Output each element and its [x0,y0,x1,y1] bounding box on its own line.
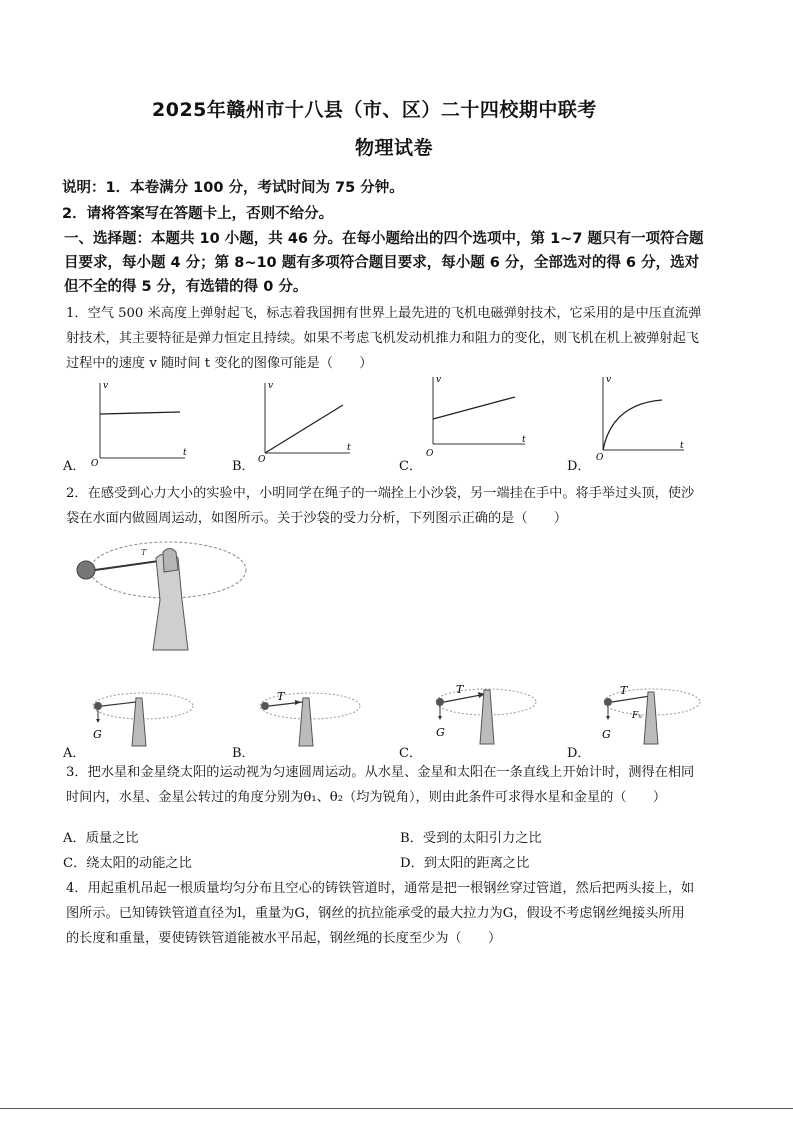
note-line: 说明：1．本卷满分 100 分，考试时间为 75 分钟。 [62,180,404,196]
svg-text:t: t [680,441,684,451]
svg-text:G: G [436,726,445,739]
note-line: 2．请将答案写在答题卡上，否则不给分。 [62,206,334,222]
svg-text:v: v [606,375,612,385]
page-subtitle: 物理试卷 [355,137,434,159]
svg-text:O: O [426,449,434,459]
svg-text:t: t [347,443,351,453]
sandbag-photo [68,530,248,660]
force-diagram-b [255,686,370,751]
svg-text:G: G [602,728,611,741]
choice-c[interactable]: C．绕太阳的动能之比 [63,856,192,871]
force-diagram-c [428,680,543,748]
svg-text:O: O [596,453,604,463]
graph-b [255,378,365,468]
option-c-label[interactable]: C． [399,746,422,761]
graph-c [420,372,535,467]
svg-text:T: T [141,548,147,557]
svg-text:T: T [620,684,628,697]
axis-v-label: v [103,381,109,391]
choice-b[interactable]: B．受到的太阳引力之比 [400,831,542,846]
question-text: 3．把水星和金星绕太阳的运动视为匀速圆周运动。从水星、金星和太阳在一条直线上开始计时，测得在相同 [66,765,695,780]
axis-t-label: t [183,448,187,458]
svg-text:Fₙ: Fₙ [632,711,642,721]
question-text: 2．在感受到心力大小的实验中，小明同学在绳子的一端拴上小沙袋，另一端挂在手中。将手举过头顶，使沙 [66,486,695,501]
option-d-label[interactable]: D． [567,746,591,761]
graph-a [85,378,195,468]
svg-text:T: T [456,683,464,696]
question-text: 过程中的速度 v 随时间 t 变化的图像可能是（ ） [66,356,373,371]
force-diagram-a [88,686,203,751]
question-text: 4．用起重机吊起一根质量均匀分布且空心的铸铁管道时，通常是把一根钢丝穿过管道，然后把两头接上，如 [66,881,695,896]
svg-text:t: t [522,435,526,445]
option-a-label[interactable]: A． [63,746,86,761]
question-text: 射技术，其主要特征是弹力恒定且持续。如果不考虑飞机发动机推力和阻力的变化，则飞机在机上被弹射起飞 [66,331,699,346]
option-b-label[interactable]: B． [232,459,255,474]
question-text: 图所示。已知铸铁管道直径为l，重量为G，钢丝的抗拉能承受的最大拉力为G，假设不考虑钢丝绳接头所用 [66,906,685,921]
page-title: 2025年赣州市十八县（市、区）二十四校期中联考 [152,99,597,121]
section-instruction: 一、选择题：本题共 10 小题，共 46 分。在每小题给出的四个选项中，第 1~7 题只有一项符合题 [64,231,704,247]
option-c-label[interactable]: C． [399,459,422,474]
origin-label: O [91,459,99,468]
question-text: 的长度和重量，要使铸铁管道能被水平吊起，钢丝绳的长度至少为（ ） [66,931,502,946]
option-d-label[interactable]: D． [567,459,591,474]
question-text: 时间内，水星、金星公转过的角度分别为θ₁、θ₂（均为锐角），则由此条件可求得水星和金星的（ ） [66,790,667,805]
svg-text:v: v [268,381,274,391]
page-bottom-rule [0,1108,793,1109]
option-b-label[interactable]: B． [232,746,255,761]
section-instruction: 但不全的得 5 分，有选错的得 0 分。 [64,279,308,295]
question-text: 1．空气 500 米高度上弹射起飞，标志着我国拥有世界上最先进的飞机电磁弹射技术，它采用的是中压直流弹 [66,306,702,321]
question-text: 袋在水面内做圆周运动，如图所示。关于沙袋的受力分析，下列图示正确的是（ ） [66,511,568,526]
svg-text:O: O [258,455,266,465]
svg-text:v: v [436,375,442,385]
graph-d [592,372,702,467]
choice-d[interactable]: D．到太阳的距离之比 [400,856,530,871]
force-diagram-d [598,682,708,748]
svg-text:T: T [277,690,285,703]
choice-a[interactable]: A．质量之比 [63,831,139,846]
section-instruction: 目要求，每小题 4 分；第 8~10 题有多项符合题目要求，每小题 6 分，全部选对的得 6 分，选对 [64,255,700,271]
option-a-label[interactable]: A． [63,459,86,474]
svg-text:G: G [93,728,102,741]
